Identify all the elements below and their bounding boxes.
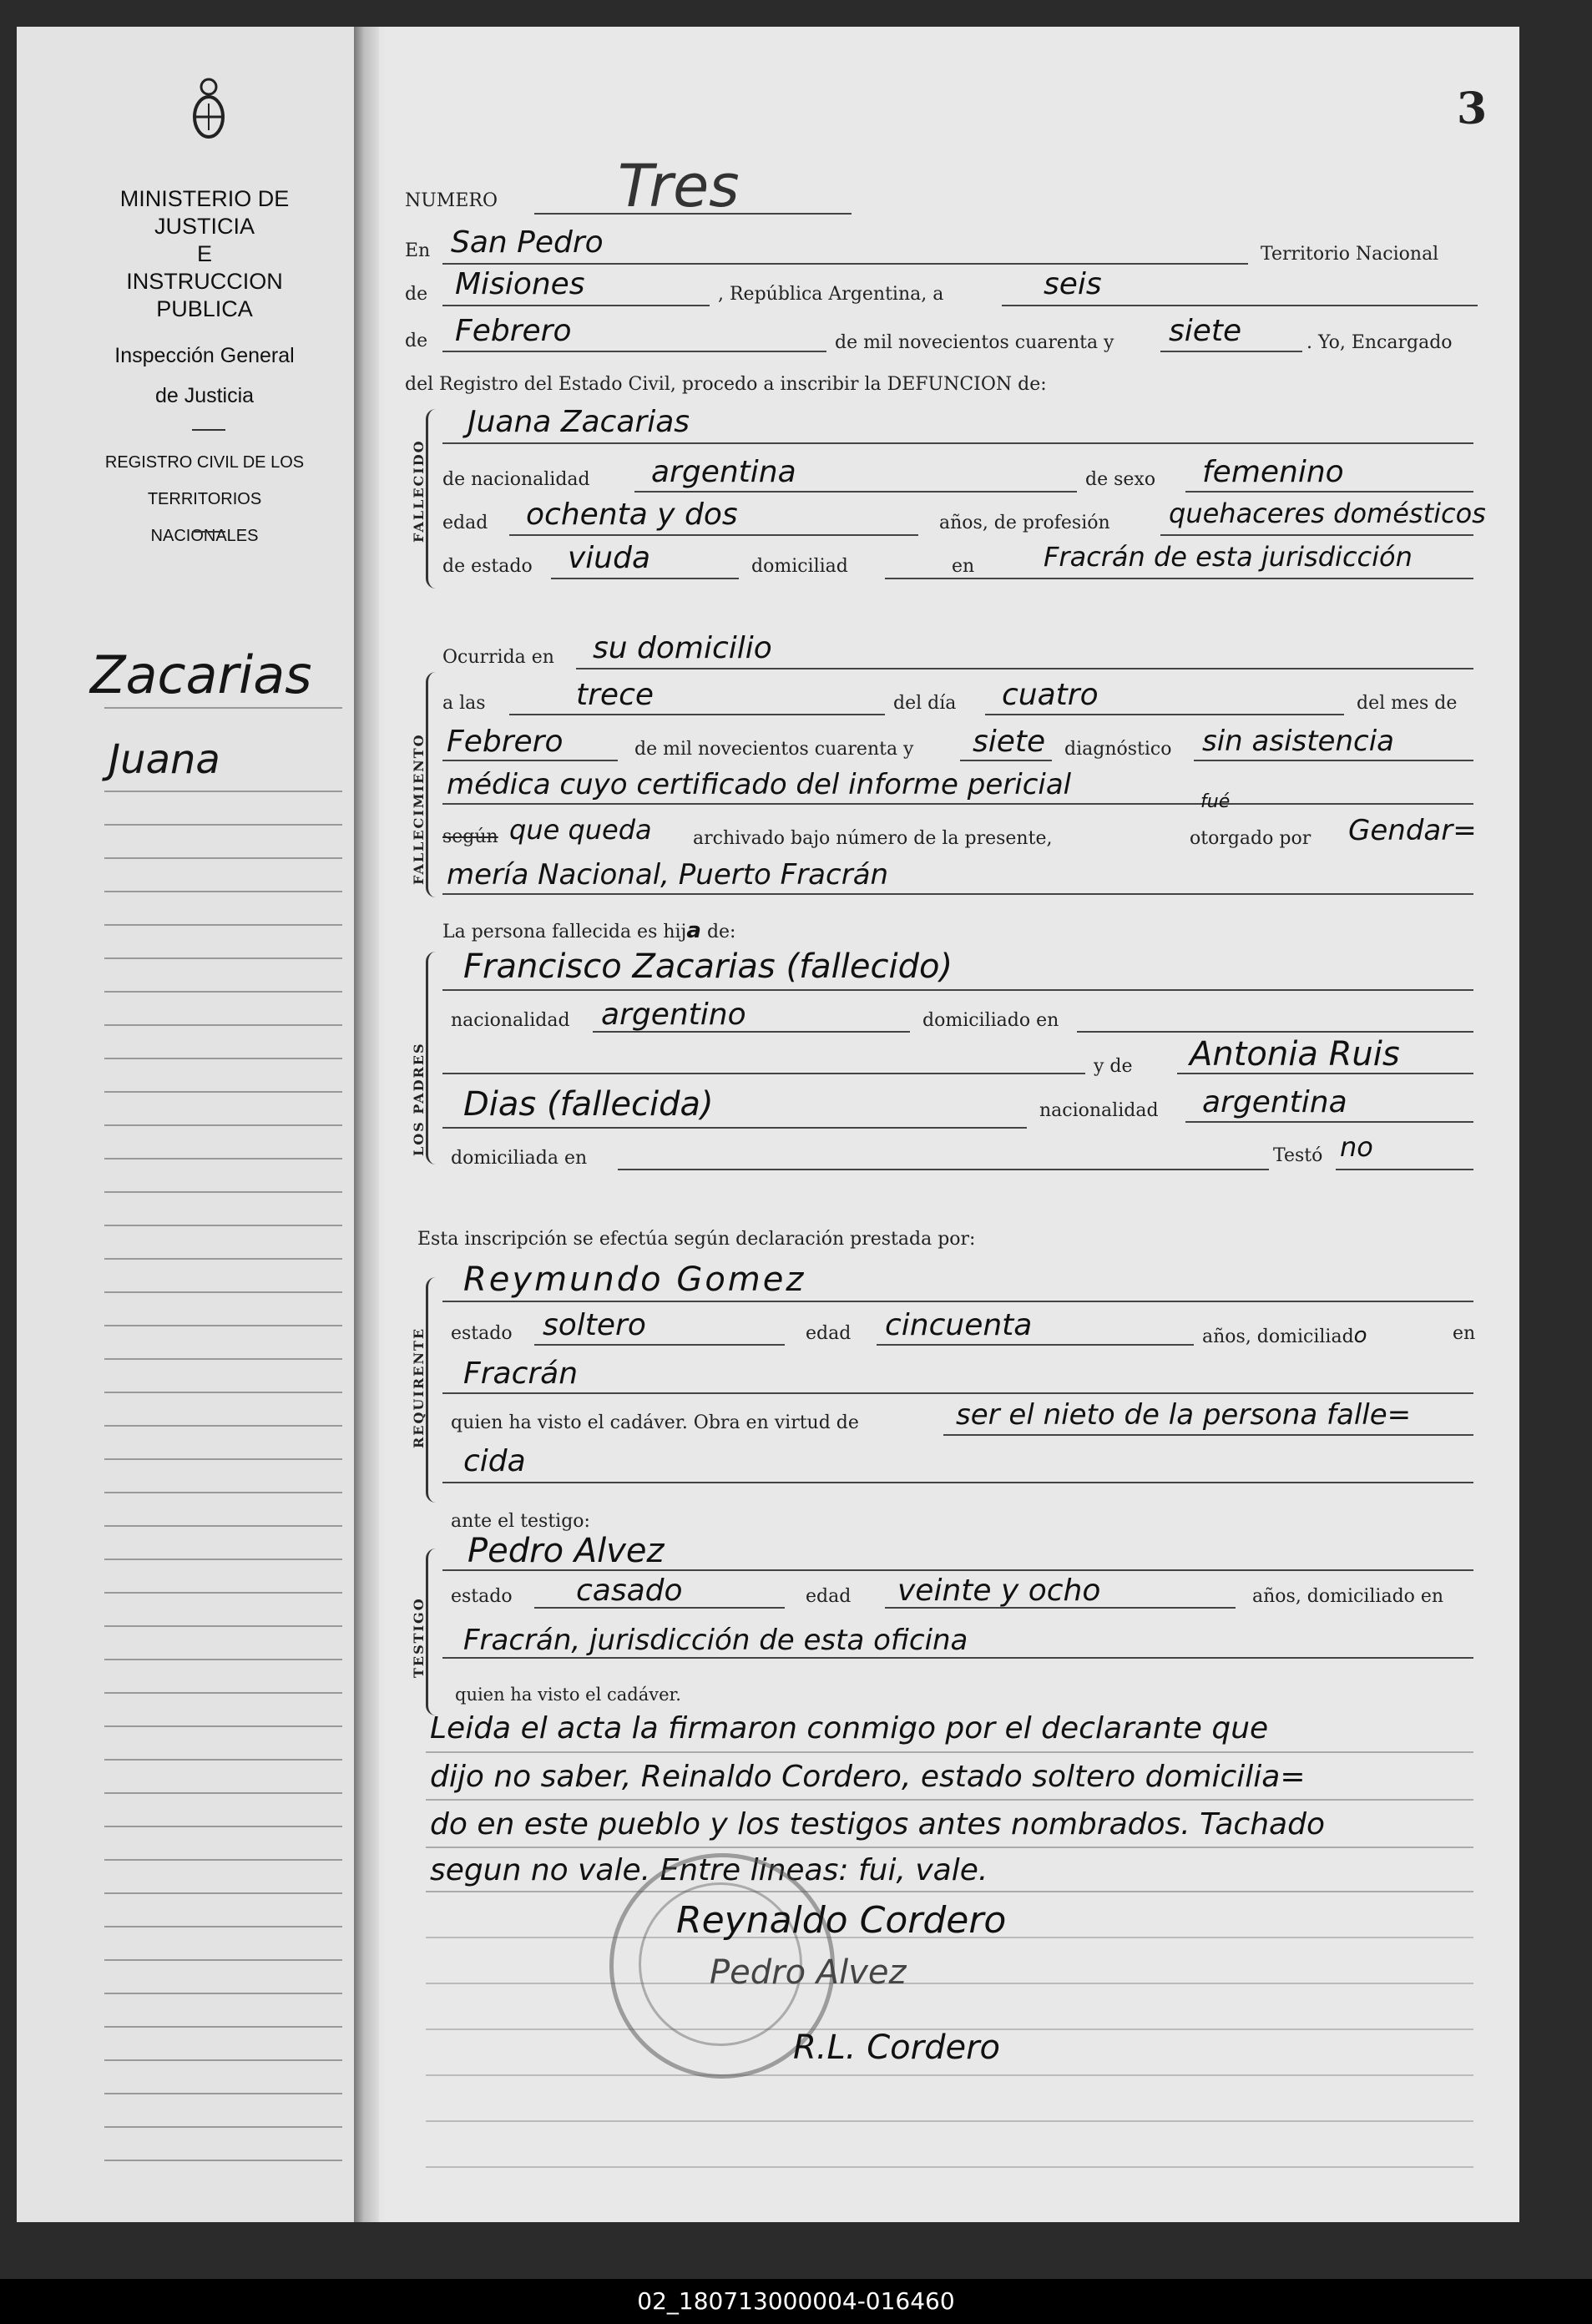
testigo-edad: veinte y ocho	[897, 1574, 1101, 1608]
signature: R.L. Cordero	[793, 2028, 1000, 2067]
page-number: 3	[1457, 83, 1488, 134]
estado-label-3: estado	[451, 1586, 513, 1607]
registry-heading	[100, 444, 309, 554]
inspection-line: Inspección General	[114, 344, 295, 367]
domiciliado-label: domiciliad	[751, 556, 848, 577]
hija-label	[442, 918, 735, 943]
territorio-label: Territorio Nacional	[1261, 244, 1439, 265]
numero-label: NUMERO	[405, 190, 498, 211]
anios-suffix: o	[1353, 1323, 1367, 1348]
archivado-label: archivado bajo número de la presente,	[693, 828, 1053, 849]
ministry-line: E	[196, 241, 212, 266]
domicilio-value: Fracrán de esta jurisdicción	[1044, 541, 1413, 573]
testigo-domicilio: Fracrán, jurisdicción de esta oficina	[463, 1624, 968, 1657]
section-brace	[426, 1277, 440, 1503]
registry-line: TERRITORIOS NACIONALES	[147, 490, 262, 545]
dia-value-2: cuatro	[1002, 678, 1099, 712]
madre-value: Antonia Ruis	[1190, 1035, 1400, 1074]
declaracion-label: Esta inscripción se efectúa según declaración prestada por:	[417, 1229, 976, 1250]
madre-value-cont: Dias (fallecida)	[463, 1085, 714, 1124]
nacionalidad-label-3: nacionalidad	[1039, 1100, 1159, 1121]
registry-line: REGISTRO CIVIL DE LOS	[104, 453, 305, 472]
domiciliado-label-2: domiciliado en	[922, 1010, 1059, 1031]
territorio-value: Misiones	[455, 267, 585, 301]
testo-value: no	[1340, 1131, 1373, 1163]
signature: Reynaldo Cordero	[676, 1899, 1007, 1942]
estado-value: viuda	[568, 541, 651, 575]
closing-line: Leida el acta la firmaron conmigo por el declarante que	[430, 1711, 1269, 1746]
edad-label: edad	[442, 513, 488, 533]
requirente-domicilio: Fracrán	[463, 1357, 579, 1391]
diagnostico-label: diagnóstico	[1064, 739, 1172, 760]
mil-label-2: de mil novecientos cuarenta y	[634, 739, 914, 760]
stub-surname: Zacarias	[90, 644, 312, 705]
national-coat-of-arms-icon	[188, 77, 230, 144]
section-testigo: TESTIGO	[411, 1597, 427, 1678]
nacionalidad-madre: argentina	[1202, 1085, 1347, 1119]
edad-label-2: edad	[806, 1323, 852, 1344]
anios-label	[1202, 1323, 1367, 1348]
section-brace	[426, 952, 440, 1165]
closing-line: do en este pueblo y los testigos antes nombrados. Tachado	[430, 1807, 1325, 1842]
en-label-4: en	[1453, 1323, 1476, 1344]
quien-label: quien ha visto el cadáver. Obra en virtud de	[451, 1412, 859, 1433]
ministry-line: MINISTERIO DE JUSTICIA	[119, 186, 290, 239]
image-caption: 02_180713000004-016460	[0, 2279, 1592, 2324]
hija-text: La persona fallecida es hij	[442, 922, 687, 942]
requirente-edad: cincuenta	[885, 1308, 1033, 1342]
ministry-heading	[100, 185, 309, 323]
de-label-4: de:	[706, 922, 736, 942]
mes-value: Febrero	[455, 314, 572, 348]
segun-struck: según	[442, 826, 498, 847]
sexo-value: femenino	[1202, 455, 1344, 489]
ante-label: ante el testigo:	[451, 1511, 590, 1532]
republica-label: , República Argentina, a	[718, 284, 944, 305]
nacionalidad-label-2: nacionalidad	[451, 1010, 570, 1031]
testo-label: Testó	[1273, 1145, 1323, 1166]
fue-inserted: fué	[1200, 791, 1231, 812]
profesion-value: quehaceres domésticos	[1169, 498, 1486, 529]
section-brace	[426, 1548, 440, 1715]
signature: Pedro Alvez	[710, 1953, 907, 1992]
section-padres: LOS PADRES	[411, 1042, 427, 1156]
requirente-name: Reymundo Gomez	[463, 1261, 806, 1299]
edad-value: ochenta y dos	[526, 498, 738, 532]
section-brace	[426, 672, 440, 897]
section-fallecimiento: FALLECIMIENTO	[411, 733, 427, 885]
otorgado-value: Gendar=	[1348, 814, 1477, 847]
numero-value: Tres	[618, 152, 740, 220]
deceased-name: Juana Zacarias	[467, 405, 690, 439]
registro-label: del Registro del Estado Civil, procedo a inscribir la DEFUNCION de:	[405, 374, 1047, 395]
nacionalidad-padre: argentino	[601, 998, 746, 1032]
en-label: En	[405, 240, 431, 261]
padre-value: Francisco Zacarias (fallecido)	[463, 947, 953, 986]
de-label-2: de	[405, 331, 428, 351]
virtud-value: ser el nieto de la persona falle=	[956, 1398, 1412, 1432]
diagnostico-value: sin asistencia	[1202, 725, 1394, 758]
ministry-line: INSTRUCCION PUBLICA	[126, 269, 283, 321]
ocurrida-value: su domicilio	[593, 631, 772, 665]
anios-label-2: años, domiciliado en	[1252, 1586, 1444, 1607]
otorgado-label: otorgado por	[1190, 828, 1312, 849]
virtud-value-cont: cida	[463, 1444, 526, 1478]
divider	[192, 531, 225, 533]
ocurrida-label: Ocurrida en	[442, 647, 554, 668]
quien-label-2: quien ha visto el cadáver.	[455, 1685, 681, 1705]
stub-given-name: Juana	[109, 736, 220, 783]
testigo-estado: casado	[576, 1574, 683, 1608]
page-spine	[354, 27, 379, 2222]
closing-line: segun no vale. Entre lineas: fui, vale.	[430, 1853, 988, 1887]
del-dia-label: del día	[893, 693, 957, 714]
otorgado-value-cont: mería Nacional, Puerto Fracrán	[447, 858, 889, 892]
testigo-name: Pedro Alvez	[467, 1532, 665, 1570]
nacionalidad-value: argentina	[651, 455, 796, 489]
anio-value-2: siete	[973, 725, 1046, 759]
hora-value: trece	[576, 678, 654, 712]
anios-text: años, domiciliad	[1202, 1326, 1354, 1347]
estado-label-2: estado	[451, 1323, 513, 1344]
yo-label: . Yo, Encargado	[1306, 332, 1453, 353]
dia-value: seis	[1044, 267, 1102, 301]
requirente-estado: soltero	[543, 1308, 646, 1342]
death-record-form	[384, 27, 1519, 2222]
section-fallecido: FALLECIDO	[411, 439, 427, 543]
profesion-label: años, de profesión	[939, 513, 1110, 533]
diagnostico-value-cont: médica cuyo certificado del informe pericial	[447, 768, 1072, 801]
inspection-line: de Justicia	[154, 384, 255, 407]
inspection-heading	[100, 336, 309, 416]
anio-value: siete	[1169, 314, 1242, 348]
edad-label-3: edad	[806, 1586, 852, 1607]
nacionalidad-label: de nacionalidad	[442, 469, 590, 490]
hija-suffix: a	[686, 918, 701, 943]
a-las-label: a las	[442, 693, 486, 714]
de-label: de	[405, 284, 428, 305]
section-brace	[426, 409, 440, 589]
divider	[192, 429, 225, 431]
domiciliada-label: domiciliada en	[451, 1148, 588, 1169]
estado-label: de estado	[442, 556, 533, 577]
mil-label: de mil novecientos cuarenta y	[835, 332, 1114, 353]
del-mes-label: del mes de	[1357, 693, 1458, 714]
y-de-label: y de	[1094, 1056, 1133, 1077]
closing-line: dijo no saber, Reinaldo Cordero, estado soltero domicilia=	[430, 1760, 1306, 1794]
en-label-3: en	[952, 556, 975, 577]
register-stub	[17, 27, 363, 2222]
sexo-label: de sexo	[1085, 469, 1156, 490]
section-requirente: REQUIRENTE	[411, 1326, 427, 1448]
queda-value: que queda	[509, 814, 652, 846]
place-value: San Pedro	[451, 225, 604, 260]
mes-value-2: Febrero	[447, 725, 564, 759]
